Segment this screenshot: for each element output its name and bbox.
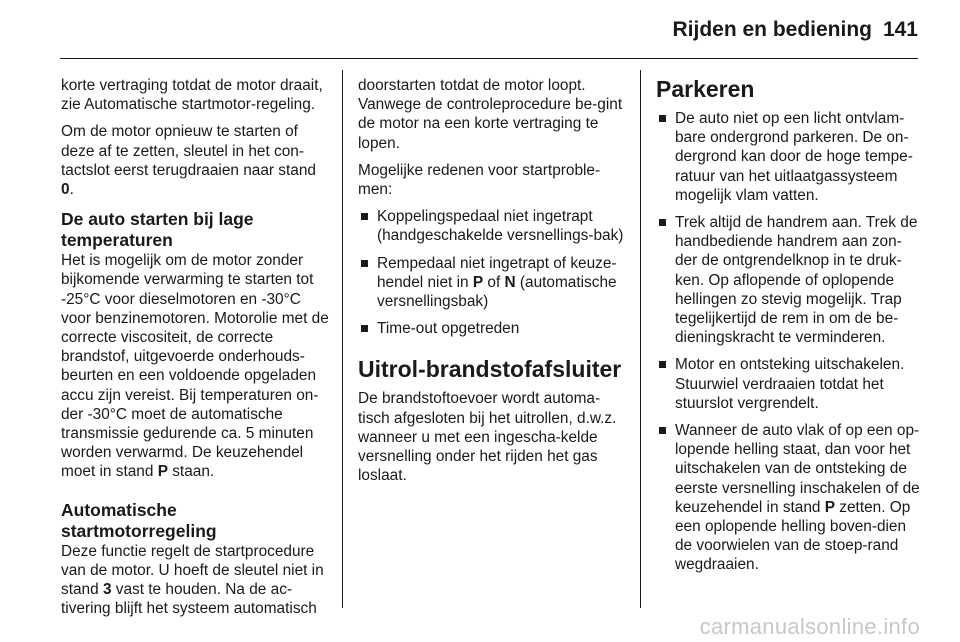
bold-text: P <box>472 273 484 291</box>
column-divider <box>342 70 343 608</box>
bold-text: P <box>824 498 836 516</box>
column-divider <box>640 70 641 608</box>
paragraph: De brandstoftoevoer wordt automa-tisch afgesloten bij het uitrollen, d.w.z. wanneer u met een ingescha-kelde versnelling onder het rijden het gas loslaat. <box>358 390 617 485</box>
header-divider <box>60 58 918 59</box>
list-item-text: Trek altijd de handrem aan. Trek de handbediende handrem aan zon-der de ontgrendelknop in te druk-ken. Op aflopende of oplopende hellingen zo stevig mogelijk. Trap tegelijkertijd de rem in om de be-dieningskracht te verminderen. <box>675 214 918 347</box>
list-item-text: Koppelingspedaal niet ingetrapt (handgeschakelde versnellings-bak) <box>377 208 624 245</box>
bullet-icon <box>659 219 666 226</box>
list-item <box>656 421 922 575</box>
paragraph <box>61 251 331 481</box>
column-middle <box>358 76 626 493</box>
list-item <box>656 213 922 347</box>
bold-text: N <box>504 273 516 291</box>
bullet-icon <box>659 361 666 368</box>
list-item <box>656 109 922 205</box>
paragraph <box>61 542 331 619</box>
paragraph: Mogelijke redenen voor startproble-men: <box>358 161 601 199</box>
list-item <box>358 254 626 312</box>
list-item-text: Motor en ontsteking uitschakelen. Stuurwiel verdraaien totdat het stuurslot vergrendelt. <box>675 356 905 412</box>
page-number: 141 <box>882 18 918 41</box>
bold-text: 0 <box>61 181 70 199</box>
list-item <box>656 355 922 413</box>
paragraph: korte vertraging totdat de motor draait, zie Automatische startmotor-regeling. <box>61 77 323 114</box>
bullet-list <box>656 109 922 575</box>
text-span: Wanneer de auto vlak of op een op-lopende helling staat, dan voor het uitschakelen van de ontsteking de eerste versnelling inschakelen of de keuzehendel in stand <box>675 422 920 516</box>
text-span: vast te houden. Na de ac-tivering blijft het systeem automatisch <box>61 581 317 618</box>
bullet-list <box>358 207 626 338</box>
section-heading: De auto starten bij lage temperaturen <box>61 209 254 251</box>
bullet-icon <box>361 260 368 267</box>
list-item-text: De auto niet op een licht ontvlam-bare ondergrond parkeren. De on-dergrond kan door de hoge tempe-ratuur van het uitlaatgassysteem mogelijk vlam vatten. <box>675 110 913 204</box>
bold-text: 3 <box>102 581 112 599</box>
paragraph <box>61 122 331 199</box>
column-right <box>656 76 922 583</box>
bullet-icon <box>659 427 666 434</box>
section-heading: Parkeren <box>656 76 755 102</box>
text-span: Deze functie regelt de startprocedure van de motor. U hoeft de sleutel niet in stand <box>61 542 324 599</box>
text-span: (automatische versnellingsbak) <box>377 273 617 311</box>
text-span: . <box>69 181 74 199</box>
column-left <box>61 76 331 626</box>
text-span: Rempedaal niet ingetrapt of keuze-hendel niet in <box>377 254 617 291</box>
bullet-icon <box>361 325 368 332</box>
text-span: of <box>483 273 505 291</box>
page-title: Rijden en bediening <box>672 18 872 41</box>
bullet-icon <box>659 115 666 122</box>
page-header <box>0 0 960 58</box>
text-span: Om de motor opnieuw te starten of deze af te zetten, sleutel in het con-tactslot eerst terugdraaien naar stand <box>61 123 316 179</box>
bullet-icon <box>361 213 368 220</box>
section-heading: Uitrol-brandstofafsluiter <box>358 356 622 383</box>
list-item-text: Time-out opgetreden <box>377 320 520 338</box>
watermark: carmanualsonline.info <box>699 614 920 639</box>
paragraph: doorstarten totdat de motor loopt. Vanwege de controleprocedure be-gint de motor na een korte vertraging te lopen. <box>358 77 623 152</box>
bold-text: P <box>157 463 168 481</box>
text-span: staan. <box>167 463 215 481</box>
list-item <box>358 207 626 245</box>
section-heading: Automatische startmotorregeling <box>61 499 217 541</box>
text-span: Het is mogelijk om de motor zonder bijkomende verwarming te starten tot -25°C voor dieselmotoren en -30°C voor benzinemotoren. Motorolie met de correcte viscositeit, de correcte brandstof, uitgevoerde onderhouds-beurten en een voldoende opgeladen accu zijn vereist. Bij temperaturen on-der -30°C moet de automatische transmissie gedurende ca. 5 minuten worden verwarmd. De keuzehendel moet in stand <box>61 252 329 481</box>
list-item <box>358 319 626 338</box>
text-span: zetten. Op een oplopende helling boven-dien de voorwielen van de stoep-rand wegdraaien. <box>675 498 911 574</box>
